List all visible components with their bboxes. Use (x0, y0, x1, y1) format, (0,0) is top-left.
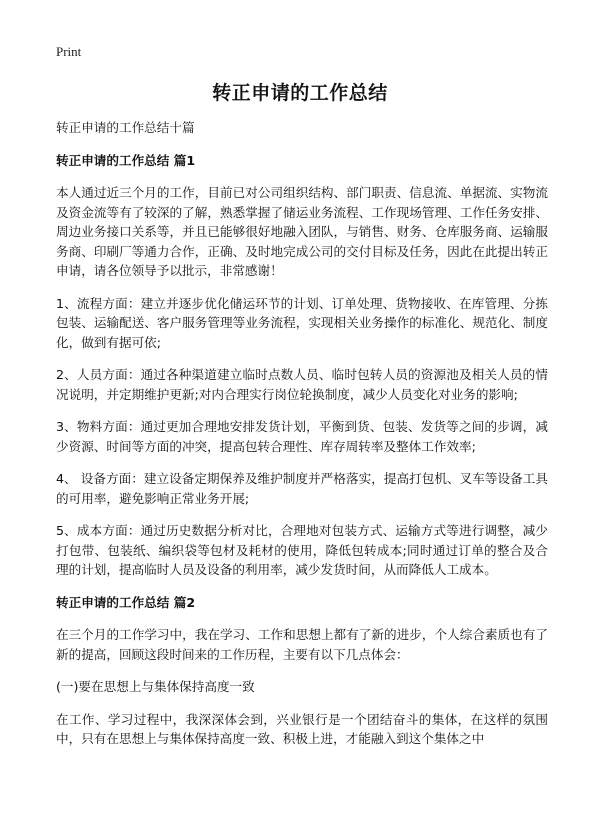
section-heading-1: 转正申请的工作总结 篇1 (56, 152, 196, 168)
sub-point-heading: (一)要在思想上与集体保持高度一致 (56, 679, 255, 694)
paragraph-cost: 5、成本方面：通过历史数据分析对比，合理地对包装方式、运输方式等进行调整，减少打包带、包装纸、编织袋等包材及耗材的使用，降低包转成本;同时通过订单的整合及合理的计划，提高临时人员及设备的利用率，减少发货时间，从而降低人工成本。 (56, 523, 548, 577)
paragraph-intro: 本人通过近三个月的工作，目前已对公司组织结构、部门职责、信息流、单据流、实物流及资金流等有了较深的了解，熟悉掌握了储运业务流程、工作现场管理、工作任务安排、周边业务接口关系等，并且已能够很好地融入团队，与销售、财务、仓库服务商、运输服务商、印刷厂等通力合作，正确、及时地完成公司的交付目标及任务，因此在此提出转正申请，请各位领导予以批示，非常感谢！ (56, 185, 548, 278)
document-body (56, 118, 548, 762)
page-title: 转正申请的工作总结 (212, 82, 388, 104)
print-label[interactable]: Print (56, 44, 82, 59)
paragraph-reflection: 在三个月的工作学习中，我在学习、工作和思想上都有了新的进步，个人综合素质也有了新的提高，回顾这段时间来的工作历程，主要有以下几点体会： (56, 627, 548, 662)
paragraph-equipment: 4、 设备方面：建立设备定期保养及维护制度并严格落实，提高打包机、叉车等设备工具的可用率，避免影响正常业务开展; (56, 471, 548, 506)
paragraph-team-spirit: 在工作、学习过程中，我深深体会到，兴业银行是一个团结奋斗的集体，在这样的氛围中，只有在思想上与集体保持高度一致、积极上进，才能融入到这个集体之中 (56, 711, 548, 746)
document-subtitle: 转正申请的工作总结十篇 (56, 120, 195, 135)
paragraph-process: 1、流程方面：建立并逐步优化储运环节的计划、订单处理、货物接收、在库管理、分拣包装、运输配送、客户服务管理等业务流程，实现相关业务操作的标准化、规范化、制度化，做到有据可依; (56, 295, 548, 350)
section-heading-2: 转正申请的工作总结 篇2 (56, 594, 196, 610)
paragraph-personnel: 2、人员方面：通过各种渠道建立临时点数人员、临时包转人员的资源池及相关人员的情况说明，并定期维护更新;对内合理实行岗位轮换制度，减少人员变化对业务的影响; (56, 367, 548, 402)
paragraph-materials: 3、物料方面：通过更加合理地安排发货计划，平衡到货、包装、发货等之间的步调，减少资源、时间等方面的冲突，提高包转合理性、库存周转率及整体工作效率; (56, 419, 548, 454)
